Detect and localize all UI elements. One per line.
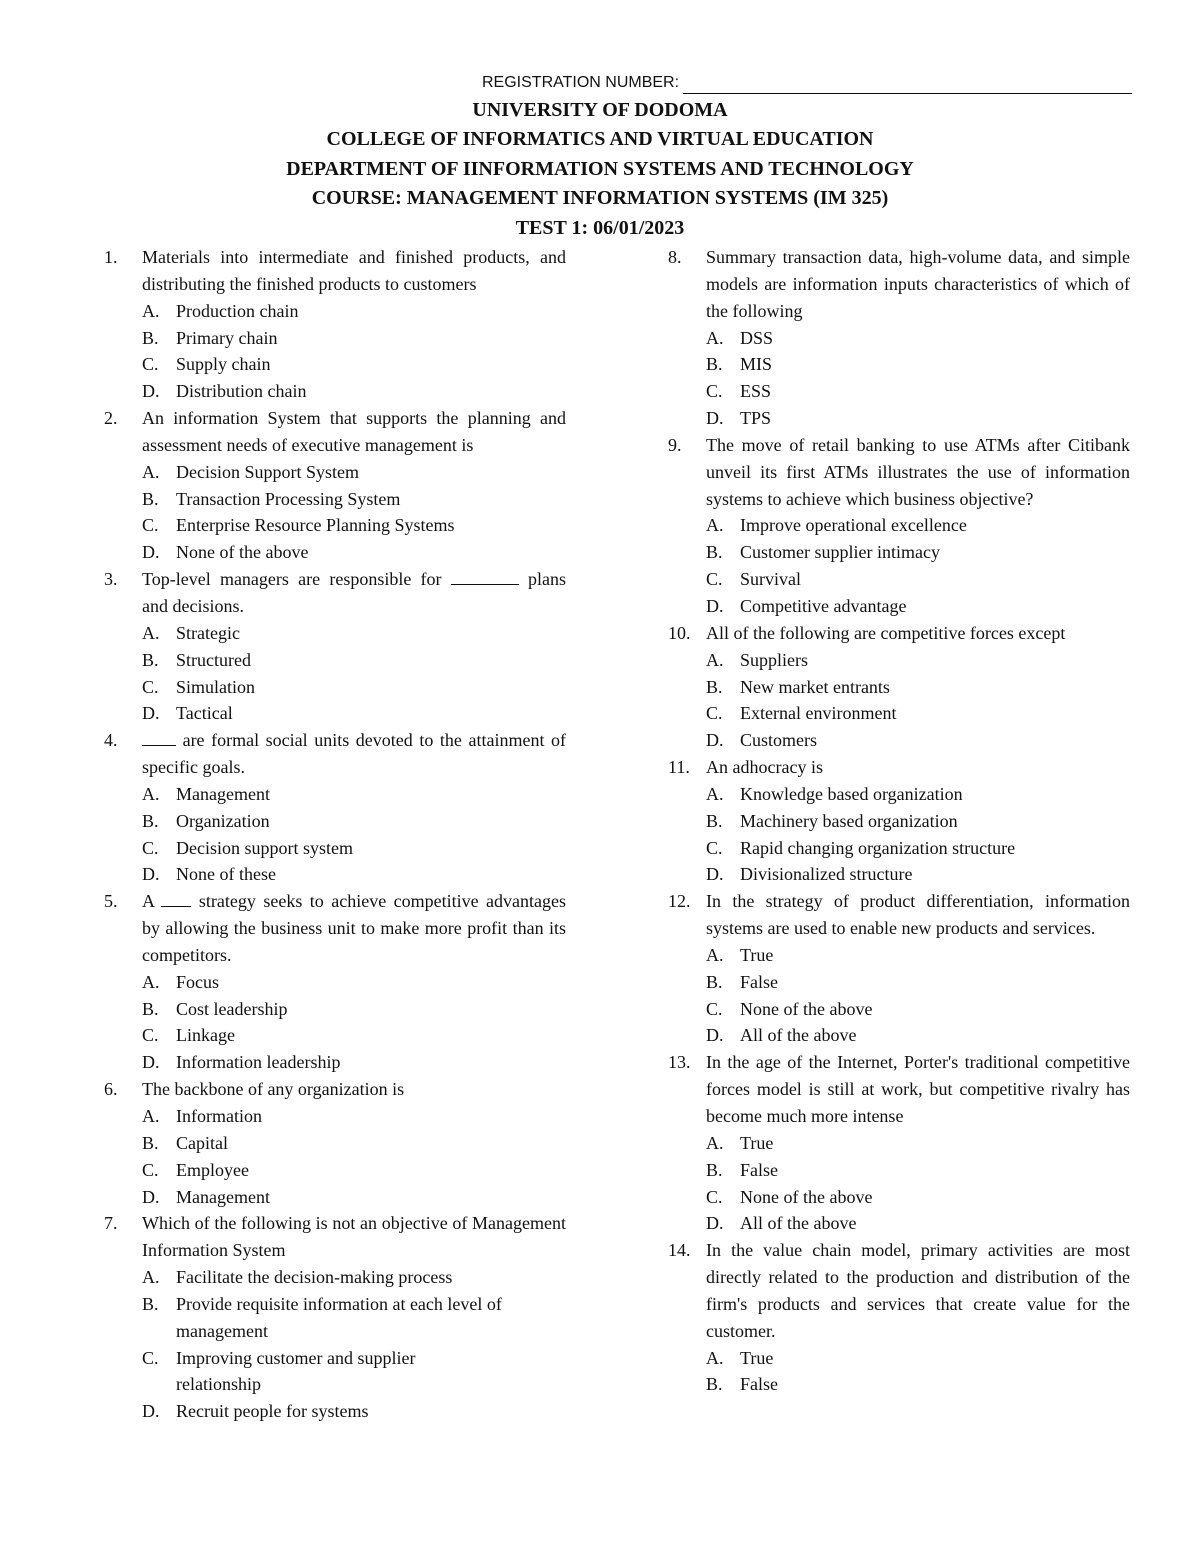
fill-in-blank[interactable] (161, 892, 191, 907)
answer-option[interactable] (706, 351, 1130, 378)
option-text: MIS (740, 354, 773, 375)
answer-option[interactable] (142, 969, 566, 996)
question-text: The move of retail banking to use ATMs after Citibank unveil its first ATMs illustrates the use of information systems to achieve which business objective? (706, 434, 1130, 509)
university-title: UNIVERSITY OF DODOMA (472, 99, 728, 121)
option-letter: C. (142, 1347, 159, 1368)
answer-option[interactable] (142, 620, 566, 647)
option-letter: B. (706, 354, 723, 375)
answer-option[interactable] (706, 861, 1130, 888)
option-letter: A. (142, 971, 160, 992)
question-number: 7. (104, 1213, 118, 1234)
option-letter: D. (142, 1052, 160, 1073)
option-text: Focus (176, 971, 220, 992)
question-text: In the age of the Internet, Porter's traditional competitive forces model is still at work, but competitive rivalry has become much more intense (706, 1052, 1130, 1126)
left-question-column (104, 244, 566, 1425)
option-letter: C. (706, 569, 723, 590)
answer-option[interactable] (142, 700, 566, 727)
registration-number-blank-line[interactable] (683, 75, 1132, 94)
option-letter: D. (142, 1401, 160, 1422)
question-number: 4. (104, 730, 118, 751)
answer-option[interactable] (142, 674, 566, 701)
answer-option[interactable] (142, 1264, 566, 1291)
option-letter: C. (142, 354, 159, 375)
option-letter: D. (706, 730, 724, 751)
option-letter: C. (142, 515, 159, 536)
option-text: New market entrants (740, 676, 890, 697)
right-question-column (668, 244, 1130, 1398)
option-text: Facilitate the decision-making process (176, 1267, 453, 1288)
question-text-after: are formal social units devoted to the attainment of specific goals. (142, 730, 567, 778)
option-letter: B. (706, 810, 723, 831)
answer-option[interactable] (706, 405, 1130, 432)
option-letter: B. (706, 542, 723, 563)
option-text: Organization (176, 810, 270, 831)
question-text (142, 888, 566, 969)
option-text: Divisionalized structure (740, 864, 913, 885)
question-11 (668, 754, 1130, 888)
option-letter: C. (142, 1025, 159, 1046)
option-text: Linkage (176, 1025, 235, 1046)
answer-option[interactable] (706, 1184, 1130, 1211)
option-text: Improving customer and supplier relationship (176, 1347, 416, 1395)
answer-option[interactable] (142, 647, 566, 674)
option-letter: D. (142, 864, 160, 885)
option-letter: A. (706, 327, 724, 348)
option-text: Enterprise Resource Planning Systems (176, 515, 455, 536)
answer-option[interactable] (706, 1345, 1130, 1372)
option-text: Tactical (176, 703, 233, 724)
option-letter: D. (142, 542, 160, 563)
option-letter: A. (706, 1132, 724, 1153)
answer-option[interactable] (706, 996, 1130, 1023)
option-text: Improve operational excellence (740, 515, 967, 536)
option-letter: C. (142, 676, 159, 697)
test-title: TEST 1: 06/01/2023 (515, 216, 685, 239)
option-letter: A. (142, 300, 160, 321)
question-1 (104, 244, 566, 405)
option-letter: D. (706, 864, 724, 885)
answer-option[interactable] (706, 1022, 1130, 1049)
answer-option[interactable] (142, 1345, 566, 1399)
question-12 (668, 888, 1130, 1049)
option-text: None of the above (740, 1186, 873, 1207)
question-text: In the strategy of product differentiation, information systems are used to enable new products and services. (706, 891, 1130, 939)
question-number: 13. (668, 1052, 691, 1073)
question-text: In the value chain model, primary activities are most directly related to the production and distribution of the firm's products and services that create value for the customer. (706, 1240, 1130, 1341)
option-letter: A. (142, 622, 160, 643)
option-text: External environment (740, 703, 897, 724)
answer-option[interactable] (706, 647, 1130, 674)
question-6 (104, 1076, 566, 1210)
answer-option[interactable] (142, 861, 566, 888)
question-9 (668, 432, 1130, 620)
option-letter: B. (142, 327, 159, 348)
option-letter: C. (142, 1159, 159, 1180)
answer-option[interactable] (706, 566, 1130, 593)
option-text: Transaction Processing System (176, 488, 401, 509)
college-title: COLLEGE OF INFORMATICS AND VIRTUAL EDUCATION (326, 128, 874, 151)
option-letter: A. (142, 461, 160, 482)
option-letter: B. (706, 1374, 723, 1395)
question-text-before: Top-level managers are responsible for (142, 569, 442, 590)
option-text: None of the above (176, 542, 309, 563)
answer-option[interactable] (706, 808, 1130, 835)
option-text: Recruit people for systems (176, 1401, 369, 1422)
answer-option[interactable] (142, 1184, 566, 1211)
question-text: An adhocracy is (706, 757, 823, 778)
answer-option[interactable] (142, 351, 566, 378)
option-letter: A. (706, 515, 724, 536)
option-text: Rapid changing organization structure (740, 837, 1016, 858)
option-letter: A. (706, 649, 724, 670)
registration-number-field (482, 72, 1132, 94)
answer-option[interactable] (142, 1291, 566, 1345)
option-letter: C. (142, 837, 159, 858)
option-letter: D. (706, 1213, 724, 1234)
answer-option[interactable] (142, 808, 566, 835)
option-text: False (740, 971, 778, 992)
question-text: The backbone of any organization is (142, 1079, 405, 1100)
answer-option[interactable] (142, 1398, 566, 1425)
option-text: Production chain (176, 300, 299, 321)
option-letter: D. (142, 381, 160, 402)
question-number: 3. (104, 569, 118, 590)
answer-option[interactable] (706, 700, 1130, 727)
question-number: 2. (104, 408, 118, 429)
answer-option[interactable] (706, 969, 1130, 996)
option-text: Information (176, 1106, 262, 1126)
answer-option[interactable] (142, 781, 566, 808)
question-10 (668, 620, 1130, 754)
question-2 (104, 405, 566, 566)
option-text: Knowledge based organization (740, 783, 963, 804)
option-text: False (740, 1374, 778, 1395)
question-14 (668, 1237, 1130, 1398)
fill-in-blank[interactable] (142, 731, 176, 746)
question-7 (104, 1210, 566, 1425)
question-text-after: strategy seeks to achieve competitive advantages by allowing the business unit to make more profit than its competitors. (142, 891, 567, 965)
option-text: True (740, 1132, 774, 1153)
question-text: An information System that supports the planning and assessment needs of executive management is (142, 408, 566, 455)
option-letter: A. (142, 1267, 160, 1288)
question-text: All of the following are competitive forces except (706, 622, 1066, 643)
option-text: Structured (176, 649, 251, 670)
option-text: Suppliers (740, 649, 809, 670)
option-letter: A. (706, 1347, 724, 1368)
course-title: COURSE: MANAGEMENT INFORMATION SYSTEMS (IM 325) (311, 187, 889, 210)
option-text: All of the above (740, 1213, 857, 1234)
answer-option[interactable] (706, 1157, 1130, 1184)
option-letter: A. (706, 944, 724, 965)
option-text: False (740, 1159, 778, 1180)
answer-option[interactable] (706, 325, 1130, 352)
answer-option[interactable] (706, 781, 1130, 808)
answer-option[interactable] (142, 512, 566, 539)
option-text: Customers (740, 730, 818, 751)
option-text: Survival (740, 569, 801, 590)
question-text: Summary transaction data, high-volume data, and simple models are information inputs characteristics of which of the following (706, 247, 1130, 321)
option-text: Capital (176, 1132, 228, 1153)
question-text-before: A (142, 891, 155, 912)
answer-option[interactable] (142, 1049, 566, 1076)
answer-option[interactable] (142, 298, 566, 325)
option-text: None of these (176, 864, 276, 885)
option-letter: B. (142, 488, 159, 509)
answer-option[interactable] (706, 378, 1130, 405)
option-letter: A. (142, 783, 160, 804)
option-text: True (740, 1347, 774, 1368)
question-text-after: plans and decisions. (142, 569, 567, 616)
option-text: Supply chain (176, 354, 271, 375)
department-title: DEPARTMENT OF IINFORMATION SYSTEMS AND TECHNOLOGY (286, 157, 914, 180)
answer-option[interactable] (706, 512, 1130, 539)
option-letter: B. (142, 649, 159, 670)
question-text (142, 566, 566, 620)
option-letter: C. (706, 837, 723, 858)
option-letter: C. (706, 1186, 723, 1207)
option-letter: A. (706, 783, 724, 804)
option-text: TPS (740, 408, 772, 429)
option-letter: C. (706, 381, 723, 402)
option-text: DSS (740, 327, 774, 348)
option-text: All of the above (740, 1025, 857, 1046)
question-3 (104, 566, 566, 727)
question-number: 6. (104, 1079, 118, 1100)
option-letter: B. (706, 1159, 723, 1180)
option-letter: B. (142, 1132, 159, 1153)
answer-option[interactable] (142, 459, 566, 486)
option-text: Competitive advantage (740, 595, 907, 616)
option-letter: C. (706, 998, 723, 1019)
answer-option[interactable] (706, 1371, 1130, 1398)
option-text: Primary chain (176, 327, 278, 348)
answer-option[interactable] (706, 942, 1130, 969)
question-8 (668, 244, 1130, 432)
fill-in-blank[interactable] (451, 570, 519, 585)
answer-option[interactable] (142, 1157, 566, 1184)
answer-option[interactable] (142, 325, 566, 352)
option-text: Decision support system (176, 837, 353, 858)
answer-option[interactable] (142, 1022, 566, 1049)
question-number: 11. (668, 757, 690, 778)
option-text: None of the above (740, 998, 873, 1019)
option-text: Strategic (176, 622, 240, 643)
question-number: 8. (668, 247, 682, 267)
option-text: Cost leadership (176, 998, 288, 1019)
option-letter: B. (706, 971, 723, 992)
answer-option[interactable] (142, 539, 566, 566)
option-letter: B. (706, 676, 723, 697)
option-letter: D. (142, 1186, 160, 1207)
option-letter: B. (142, 998, 159, 1019)
answer-option[interactable] (706, 727, 1130, 754)
option-text: Decision Support System (176, 461, 359, 482)
question-number: 9. (668, 434, 682, 455)
option-text: Management (176, 1186, 270, 1207)
option-letter: B. (142, 1293, 159, 1314)
exam-header (0, 96, 1200, 243)
answer-option[interactable] (142, 1130, 566, 1157)
answer-option[interactable] (142, 835, 566, 862)
question-5 (104, 888, 566, 1076)
answer-option[interactable] (706, 1210, 1130, 1237)
question-13 (668, 1049, 1130, 1237)
answer-option[interactable] (142, 486, 566, 513)
answer-option[interactable] (142, 996, 566, 1023)
option-text: Distribution chain (176, 381, 307, 402)
option-text: Employee (176, 1159, 249, 1180)
option-letter: B. (142, 810, 159, 831)
option-letter: D. (706, 408, 724, 429)
question-number: 1. (104, 247, 118, 267)
question-text: Materials into intermediate and finished products, and distributing the finished products to customers (142, 247, 566, 294)
question-text (142, 727, 566, 781)
answer-option[interactable] (706, 593, 1130, 620)
answer-option[interactable] (142, 378, 566, 405)
answer-option[interactable] (142, 1103, 566, 1130)
option-text: Machinery based organization (740, 810, 958, 831)
option-text: True (740, 944, 774, 965)
option-letter: D. (142, 703, 160, 724)
option-text: Provide requisite information at each level of management (176, 1293, 502, 1341)
registration-number-label: REGISTRATION NUMBER: (482, 74, 680, 91)
option-letter: D. (706, 1025, 724, 1046)
option-letter: A. (142, 1106, 160, 1126)
answer-option[interactable] (706, 835, 1130, 862)
option-text: Information leadership (176, 1052, 341, 1073)
answer-option[interactable] (706, 674, 1130, 701)
answer-option[interactable] (706, 539, 1130, 566)
question-number: 12. (668, 891, 691, 912)
option-text: Management (176, 783, 270, 804)
question-number: 5. (104, 891, 118, 912)
question-number: 10. (668, 622, 691, 643)
option-letter: D. (706, 595, 724, 616)
option-text: ESS (740, 381, 772, 402)
option-text: Customer supplier intimacy (740, 542, 940, 563)
question-text: Which of the following is not an objective of Management Information System (142, 1213, 566, 1261)
option-text: Simulation (176, 676, 256, 697)
question-4 (104, 727, 566, 888)
question-number: 14. (668, 1240, 691, 1261)
answer-option[interactable] (706, 1130, 1130, 1157)
option-letter: C. (706, 703, 723, 724)
